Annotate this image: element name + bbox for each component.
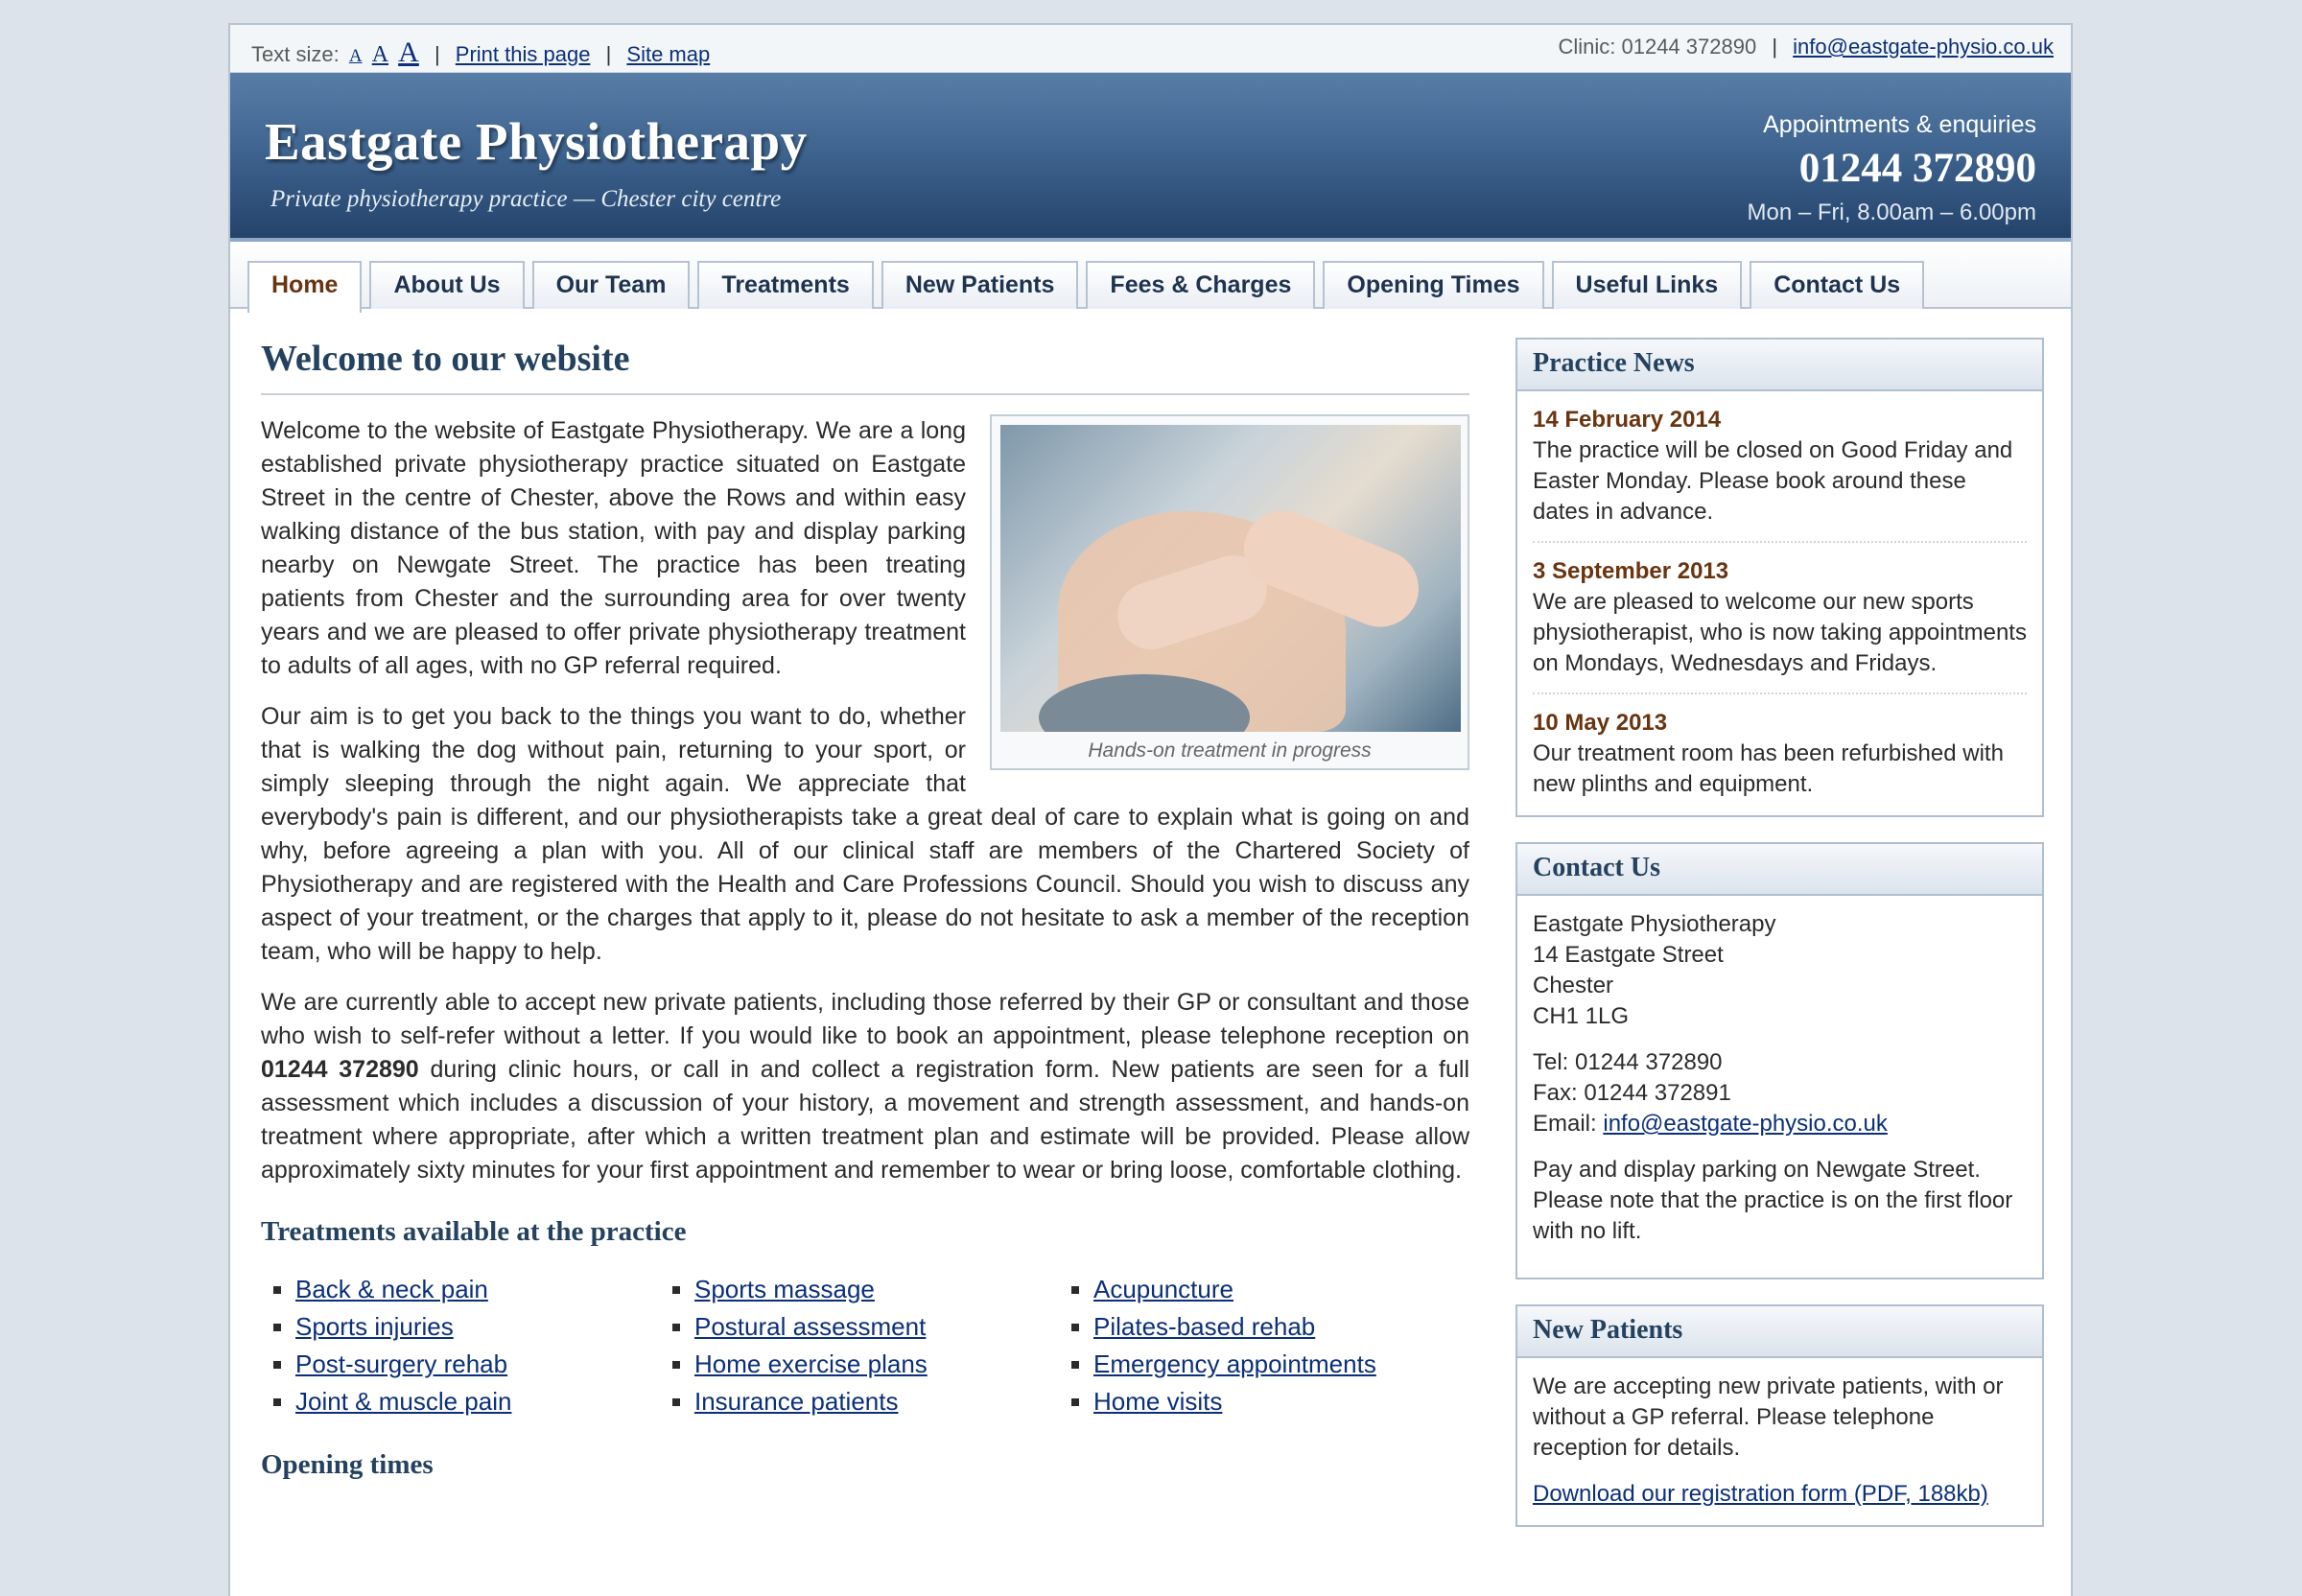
separator: |	[434, 42, 440, 66]
practice-news-heading: Practice News	[1517, 340, 2042, 391]
list-item	[295, 1383, 660, 1420]
list-item	[1093, 1308, 1458, 1346]
tab-new-patients[interactable]: New Patients	[881, 261, 1079, 309]
tab-home[interactable]: Home	[247, 261, 362, 313]
list-item	[694, 1383, 1059, 1420]
news-text: We are pleased to welcome our new sports physiotherapist, who is now taking appointments on Mondays, Wednesdays and Fridays.	[1533, 589, 2027, 676]
contact-box	[1515, 842, 2044, 1279]
treatment-link[interactable]: Postural assessment	[694, 1312, 927, 1341]
intro-paragraph: Welcome to the website of Eastgate Physiotherapy. We are a long established private physiotherapy practice situated on Eastgate Street in the centre of Chester, above the Rows and within easy walking distance of the bus station, with pay and display parking nearby on Newgate Street. The practice has been treating patients from Chester and the surrounding area for over twenty years and we are pleased to offer private physiotherapy treatment to adults of all ages, with no GP referral required.	[261, 417, 966, 679]
appointments-phone: 01244 372890	[1798, 146, 2036, 191]
tab-useful-links[interactable]: Useful Links	[1552, 261, 1743, 309]
new-patients-text: We are accepting new private patients, with or without a GP referral. Please telephone reception for details.	[1533, 1373, 2004, 1461]
figure-caption: Hands-on treatment in progress	[1088, 739, 1372, 762]
utility-left	[251, 36, 710, 69]
treatment-link[interactable]: Emergency appointments	[1093, 1350, 1376, 1378]
treatments-list	[261, 1271, 1469, 1420]
site-map-link[interactable]: Site map	[626, 42, 711, 66]
list-item	[694, 1346, 1059, 1383]
list-item	[694, 1308, 1059, 1346]
registration-form-link[interactable]: Download our registration form (PDF, 188kb)	[1533, 1481, 1988, 1507]
utility-bar	[230, 25, 2071, 73]
treatment-photo	[1000, 425, 1461, 732]
treatment-link[interactable]: Acupuncture	[1093, 1275, 1233, 1303]
news-date: 14 February 2014	[1533, 407, 1722, 433]
treatment-link[interactable]: Sports massage	[694, 1275, 875, 1303]
separator: |	[605, 42, 612, 66]
tab-contact-us[interactable]: Contact Us	[1750, 261, 1924, 309]
text-size-medium-link[interactable]: A	[371, 42, 389, 67]
news-date: 10 May 2013	[1533, 710, 1668, 736]
site-banner	[230, 73, 2071, 242]
treatments-heading: Treatments available at the practice	[261, 1216, 687, 1247]
separator: |	[1772, 35, 1778, 59]
tab-treatments[interactable]: Treatments	[697, 261, 873, 309]
site-title[interactable]: Eastgate Physiotherapy	[265, 112, 808, 171]
new-patients-heading: New Patients	[1517, 1306, 2042, 1358]
news-item	[1533, 405, 2027, 543]
contact-tel: Tel: 01244 372890	[1533, 1049, 1723, 1075]
contact-fax: Fax: 01244 372891	[1533, 1080, 1731, 1106]
news-item	[1533, 708, 2027, 800]
reception-phone: 01244 372890	[261, 1056, 419, 1083]
treatment-link[interactable]: Sports injuries	[295, 1312, 454, 1341]
nav-tabs	[247, 261, 1924, 309]
new-patients-content	[1517, 1358, 2042, 1525]
sidebar	[1515, 338, 2044, 1552]
text-size-label: Text size:	[251, 42, 340, 66]
treatment-link[interactable]: Back & neck pain	[295, 1275, 488, 1303]
utility-right	[1558, 35, 2054, 59]
appointments-label: Appointments & enquiries	[1763, 111, 2036, 138]
list-item	[694, 1271, 1059, 1308]
contact-address: Eastgate Physiotherapy 14 Eastgate Street Chester CH1 1LG	[1533, 911, 1776, 1029]
treatment-link[interactable]: Home exercise plans	[694, 1350, 928, 1378]
contact-content	[1517, 896, 2042, 1278]
news-text: Our treatment room has been refurbished with new plinths and equipment.	[1533, 740, 2004, 797]
treatment-link[interactable]: Joint & muscle pain	[295, 1387, 512, 1416]
site-tagline: Private physiotherapy practice — Chester city centre	[270, 186, 782, 212]
welcome-body	[261, 414, 1469, 1187]
list-item	[1093, 1271, 1458, 1308]
page-container	[228, 23, 2073, 1596]
treatments-column	[261, 1271, 660, 1420]
appointments-hours: Mon – Fri, 8.00am – 6.00pm	[1747, 200, 2036, 225]
new-patients-box	[1515, 1304, 2044, 1527]
list-item	[1093, 1346, 1458, 1383]
treatment-link[interactable]: Home visits	[1093, 1387, 1223, 1416]
header-email-link[interactable]: info@eastgate-physio.co.uk	[1793, 35, 2054, 59]
news-text: The practice will be closed on Good Friday and Easter Monday. Please book around these dates in advance.	[1533, 437, 2013, 525]
treatments-column	[660, 1271, 1059, 1420]
practice-news-box	[1515, 338, 2044, 817]
main-navigation	[230, 242, 2071, 309]
tab-opening-times[interactable]: Opening Times	[1323, 261, 1543, 309]
list-item	[295, 1271, 660, 1308]
print-page-link[interactable]: Print this page	[455, 42, 591, 66]
list-item	[295, 1346, 660, 1383]
treatment-link[interactable]: Insurance patients	[694, 1387, 899, 1416]
contact-numbers	[1533, 1047, 2027, 1139]
list-item	[295, 1308, 660, 1346]
aim-paragraph: Our aim is to get you back to the things you want to do, whether that is walking the dog without pain, returning to your sport, or simply sleeping through the night again. We appreciate that everybody's pain is different, and our physiotherapists take a great deal of care to explain what is going on and why, before agreeing a plan with you. All of our clinical staff are members of the Chartered Society of Physiotherapy and are registered with the Health and Care Professions Council. Should you wish to discuss any aspect of your treatment, or the charges that apply to it, please do not hesitate to ask a member of the reception team, who will be happy to help.	[261, 703, 1469, 965]
contact-email-label: Email:	[1533, 1111, 1604, 1137]
new-patients-paragraph: We are currently able to accept new private patients, including those referred by their GP or consultant and those who wish to self-refer without a letter. If you would like to book an appointment, please telephone reception on 01244 372890 during clinic hours, or call in and collect a registration form. New patients are seen for a full assessment which includes a discussion of your history, a movement and strength assessment, and hands-on treatment where appropriate, after which a written treatment plan and estimate will be provided. Please allow approximately sixty minutes for your first appointment and remember to wear or bring loose, comfortable clothing.	[261, 989, 1469, 1184]
treatments-column	[1059, 1271, 1458, 1420]
treatment-figure	[990, 414, 1469, 770]
main-content	[261, 338, 1469, 1504]
appointments-block	[1748, 111, 2036, 226]
opening-times-heading: Opening times	[261, 1449, 434, 1480]
tab-our-team[interactable]: Our Team	[532, 261, 691, 309]
page-title: Welcome to our website	[261, 338, 1469, 395]
treatment-link[interactable]: Pilates-based rehab	[1093, 1312, 1316, 1341]
contact-heading: Contact Us	[1517, 844, 2042, 896]
contact-email-link[interactable]: info@eastgate-physio.co.uk	[1603, 1111, 1888, 1137]
contact-parking: Pay and display parking on Newgate Street. Please note that the practice is on the first floor with no lift.	[1533, 1157, 2013, 1244]
practice-news-content	[1517, 391, 2042, 815]
text-size-small-link[interactable]: A	[348, 46, 363, 66]
tab-fees-charges[interactable]: Fees & Charges	[1086, 261, 1315, 309]
tab-about-us[interactable]: About Us	[369, 261, 524, 309]
news-date: 3 September 2013	[1533, 558, 1729, 584]
text-size-large-link[interactable]: A	[398, 36, 419, 68]
clinic-phone: Clinic: 01244 372890	[1558, 35, 1757, 59]
list-item	[1093, 1383, 1458, 1420]
treatment-link[interactable]: Post-surgery rehab	[295, 1350, 508, 1378]
news-item	[1533, 556, 2027, 694]
